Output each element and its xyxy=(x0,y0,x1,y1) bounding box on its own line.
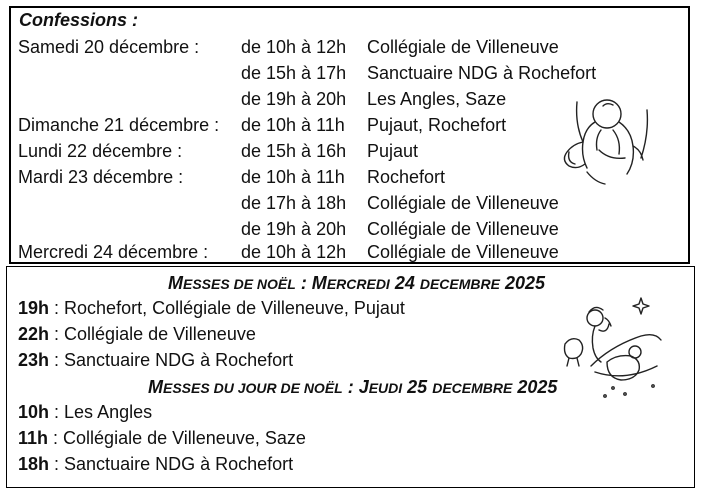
schedule-place: Collégiale de Villeneuve xyxy=(367,193,559,213)
mass-text: : Collégiale de Villeneuve xyxy=(49,324,256,344)
schedule-day: Dimanche 21 décembre : xyxy=(18,115,220,135)
mass-hour: 11h xyxy=(18,428,49,448)
mass-item xyxy=(18,453,293,475)
mass-hour: 18h xyxy=(18,454,50,474)
schedule-day: Mercredi 24 décembre : xyxy=(18,242,209,262)
mass-item xyxy=(18,323,256,345)
schedule-place: Sanctuaire NDG à Rochefort xyxy=(367,63,597,83)
mass-item xyxy=(18,427,306,449)
mass-text: : Rochefort, Collégiale de Villeneuve, Pujaut xyxy=(49,298,405,318)
mass-text: : Sanctuaire NDG à Rochefort xyxy=(49,454,294,474)
schedule-time: de 15h à 16h xyxy=(241,141,347,161)
schedule-place: Collégiale de Villeneuve xyxy=(367,242,559,262)
mass-hour: 10h xyxy=(18,402,50,422)
confessions-title: Confessions : xyxy=(19,10,139,30)
schedule-time: de 10h à 12h xyxy=(241,242,347,262)
mass-text: : Les Angles xyxy=(49,402,153,422)
mass-hour: 23h xyxy=(18,350,50,370)
schedule-place: Les Angles, Saze xyxy=(367,89,507,109)
schedule-time: de 19h à 20h xyxy=(241,89,347,109)
schedule-day: Lundi 22 décembre : xyxy=(18,141,183,161)
schedule-place: Collégiale de Villeneuve xyxy=(367,37,559,57)
nativity-icon xyxy=(555,296,665,401)
christmas-eve-heading: MESSES DE NOËL : MERCREDI 24 DECEMBRE 2025 xyxy=(168,273,546,293)
schedule-time: de 19h à 20h xyxy=(241,219,347,239)
embrace-icon xyxy=(555,94,660,189)
mass-hour: 22h xyxy=(18,324,50,344)
schedule-time: de 15h à 17h xyxy=(241,63,347,83)
schedule-time: de 17h à 18h xyxy=(241,193,347,213)
schedule-place: Pujaut xyxy=(367,141,419,161)
mass-item xyxy=(18,401,152,423)
christmas-day-heading: MESSES DU JOUR DE NOËL : JEUDI 25 DECEMBRE 2025 xyxy=(148,377,558,397)
schedule-place: Rochefort xyxy=(367,167,446,187)
schedule-place: Collégiale de Villeneuve xyxy=(367,219,559,239)
mass-hour: 19h xyxy=(18,298,50,318)
schedule-day: Samedi 20 décembre : xyxy=(18,37,200,57)
mass-text: : Sanctuaire NDG à Rochefort xyxy=(49,350,294,370)
mass-item xyxy=(18,349,293,371)
schedule-day: Mardi 23 décembre : xyxy=(18,167,184,187)
schedule-time: de 10h à 12h xyxy=(241,37,347,57)
schedule-place: Pujaut, Rochefort xyxy=(367,115,507,135)
mass-text: : Collégiale de Villeneuve, Saze xyxy=(48,428,306,448)
schedule-time: de 10h à 11h xyxy=(241,167,345,187)
mass-item xyxy=(18,297,405,319)
schedule-time: de 10h à 11h xyxy=(241,115,345,135)
